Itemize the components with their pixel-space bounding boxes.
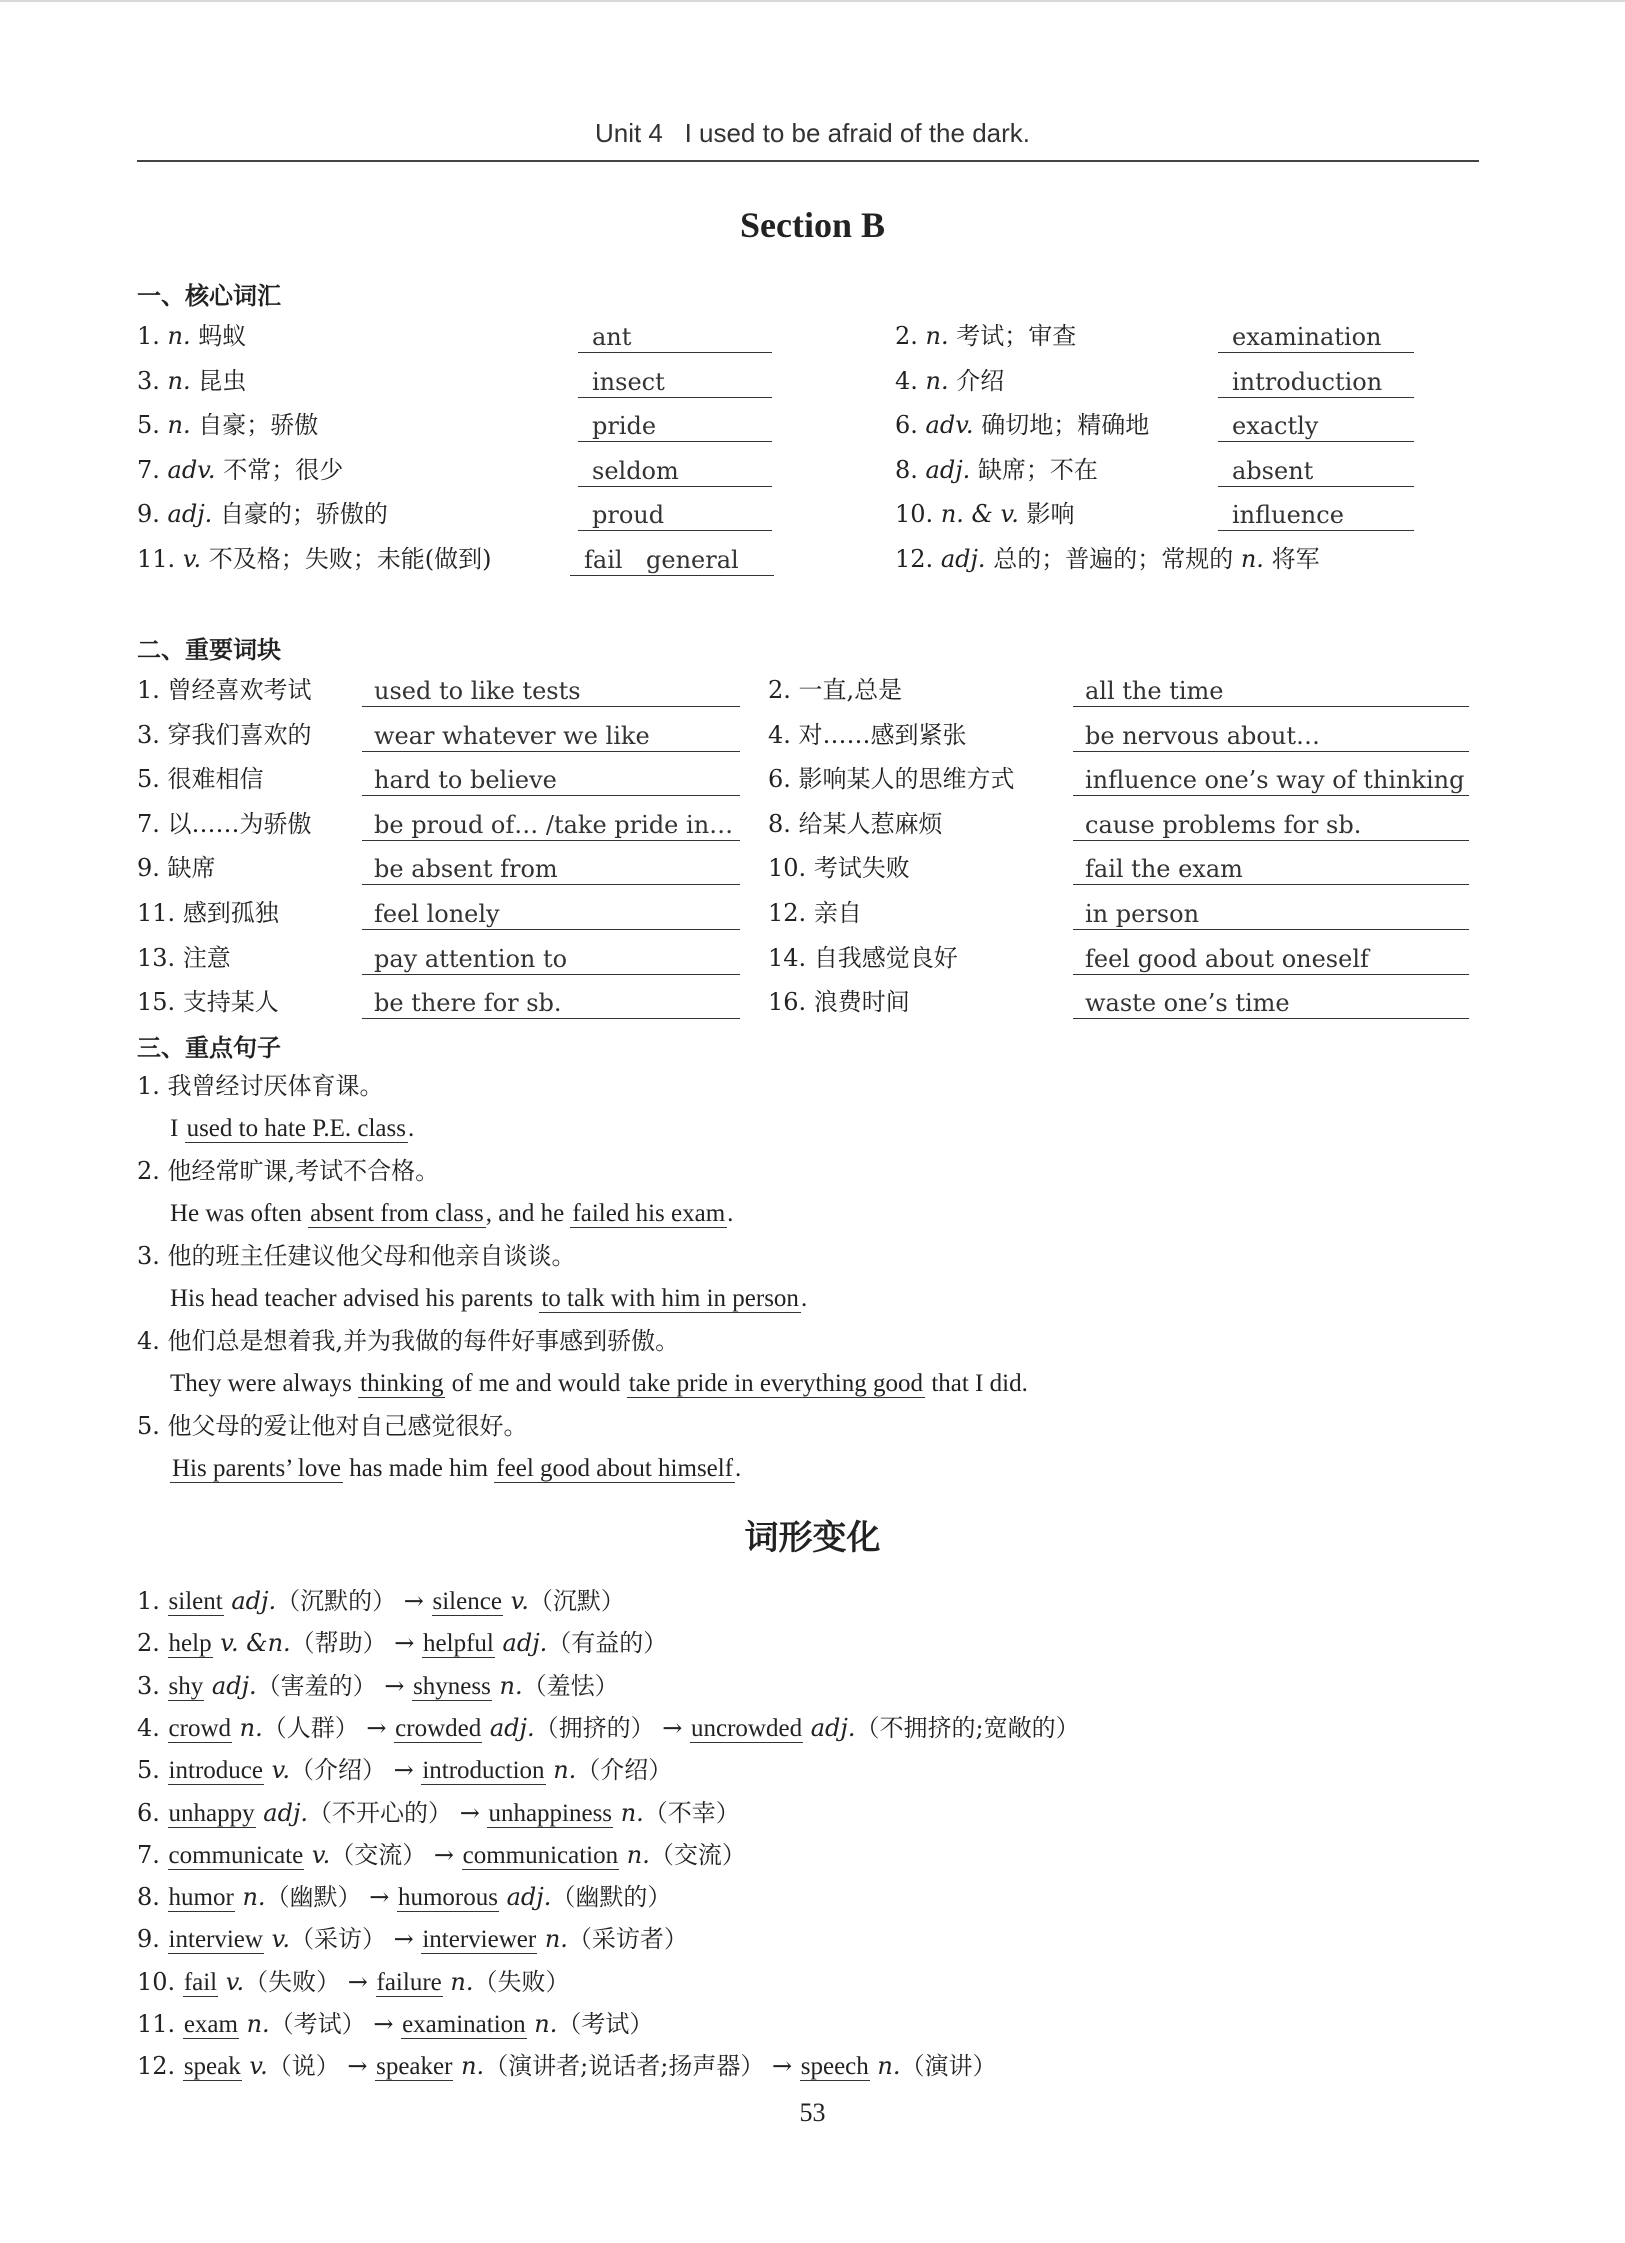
vocab-question: 8. adj. 缺席；不在 xyxy=(895,456,1098,484)
word-form-item: 4. crowd n.（人群） → crowded adj.（拥挤的） → uncrowded adj.（不拥挤的;宽敞的） xyxy=(137,1714,1080,1742)
vocab-answer: proud xyxy=(578,500,772,531)
word-form-base: speak xyxy=(183,2053,241,2080)
word-form-base: shy xyxy=(168,1673,204,1700)
word-form-derived: humorous xyxy=(397,1884,498,1911)
word-form-base: fail xyxy=(183,1969,218,1996)
phrase-question: 9. 缺席 xyxy=(137,854,216,882)
word-form-base: unhappy xyxy=(168,1800,255,1827)
sentence-3-cn: 3. 他的班主任建议他父母和他亲自谈谈。 xyxy=(137,1242,576,1270)
phrase-question: 7. 以……为骄傲 xyxy=(137,810,312,838)
sentence-5-answer-a: His parents’ love xyxy=(172,1455,341,1482)
word-form-base: crowd xyxy=(168,1715,232,1742)
sentence-4-answer-a: thinking xyxy=(360,1370,444,1397)
phrase-question: 14. 自我感觉良好 xyxy=(768,944,958,972)
phrase-answer: all the time xyxy=(1073,676,1469,707)
phrase-answer: cause problems for sb. xyxy=(1073,810,1469,841)
arrow-icon: → xyxy=(459,1799,480,1827)
word-form-base: humor xyxy=(168,1884,234,1911)
phrase-answer: be absent from xyxy=(362,854,740,885)
word-form-derived-2: speech xyxy=(800,2053,869,2080)
vocab-question: 2. n. 考试；审查 xyxy=(895,322,1077,350)
vocab-question: 5. n. 自豪；骄傲 xyxy=(137,411,319,439)
phrase-question: 5. 很难相信 xyxy=(137,765,264,793)
part2-heading: 二、重要词块 xyxy=(137,636,281,664)
word-form-base: exam xyxy=(183,2011,238,2038)
sentence-3-answer: to talk with him in person xyxy=(541,1285,799,1312)
word-form-item: 7. communicate v.（交流） → communication n.（交流） xyxy=(137,1841,746,1869)
vocab-answer: influence xyxy=(1218,500,1414,531)
vocab-answer: insect xyxy=(578,367,772,398)
arrow-icon: → xyxy=(433,1841,454,1869)
word-form-base: help xyxy=(168,1630,212,1657)
vocab-answer: general xyxy=(632,545,774,576)
word-form-base: interview xyxy=(168,1926,263,1953)
arrow-icon: → xyxy=(393,1925,414,1953)
top-edge-line xyxy=(0,0,1625,2)
vocab-answer: fail xyxy=(570,545,772,576)
unit-header xyxy=(0,118,1625,149)
arrow-icon: → xyxy=(373,2010,394,2038)
phrase-answer: used to like tests xyxy=(362,676,740,707)
vocab-question: 12. adj. 总的；普遍的；常规的 n. 将军 xyxy=(895,545,1320,573)
sentence-1-cn: 1. 我曾经讨厌体育课。 xyxy=(137,1072,384,1100)
word-form-derived: shyness xyxy=(413,1673,491,1700)
vocab-answer: ant xyxy=(578,322,772,353)
word-form-base: silent xyxy=(168,1588,223,1615)
word-form-derived: helpful xyxy=(423,1630,494,1657)
vocab-question: 11. v. 不及格；失败；未能(做到) xyxy=(137,545,492,573)
vocab-answer: pride xyxy=(578,411,772,442)
sentence-2-answer-a: absent from class xyxy=(310,1200,484,1227)
word-form-derived: silence xyxy=(432,1588,502,1615)
word-forms-title: 词形变化 xyxy=(744,1518,881,1558)
vocab-question: 1. n. 蚂蚁 xyxy=(137,322,247,350)
phrase-answer: waste one’s time xyxy=(1073,988,1469,1019)
arrow-icon: → xyxy=(366,1714,387,1742)
word-form-derived: communication xyxy=(462,1842,619,1869)
sentence-3-en: His head teacher advised his parents to talk with him in person. xyxy=(170,1285,808,1312)
sentence-1-en: I used to hate P.E. class. xyxy=(170,1115,415,1142)
unit-label: Unit 4 xyxy=(594,118,663,148)
sentence-4-cn: 4. 他们总是想着我,并为我做的每件好事感到骄傲。 xyxy=(137,1327,680,1355)
phrase-question: 4. 对……感到紧张 xyxy=(768,721,967,749)
arrow-icon: → xyxy=(347,2052,368,2080)
phrase-question: 2. 一直,总是 xyxy=(768,676,903,704)
word-form-item: 11. exam n.（考试） → examination n.（考试） xyxy=(137,2010,654,2038)
word-form-item: 9. interview v.（采访） → interviewer n.（采访者） xyxy=(137,1925,688,1953)
arrow-icon: → xyxy=(662,1714,683,1742)
sentence-4-answer-b: take pride in everything good xyxy=(628,1370,924,1397)
sentence-4-en: They were always thinking of me and would take pride in everything good that I did. xyxy=(170,1370,1028,1397)
word-form-item: 10. fail v.（失败） → failure n.（失败） xyxy=(137,1968,570,1996)
section-title: Section B xyxy=(739,205,885,245)
arrow-icon: → xyxy=(393,1756,414,1784)
word-form-base: communicate xyxy=(168,1842,304,1869)
vocab-answer: exactly xyxy=(1218,411,1414,442)
phrase-question: 1. 曾经喜欢考试 xyxy=(137,676,312,704)
phrase-answer: hard to believe xyxy=(362,765,740,796)
sentence-2-answer-b: failed his exam xyxy=(572,1200,726,1227)
phrase-answer: feel lonely xyxy=(362,899,740,930)
arrow-icon: → xyxy=(384,1672,405,1700)
word-form-item: 1. silent adj.（沉默的） → silence v.（沉默） xyxy=(137,1587,625,1615)
phrase-answer: pay attention to xyxy=(362,944,740,975)
word-form-item: 5. introduce v.（介绍） → introduction n.（介绍） xyxy=(137,1756,673,1784)
arrow-icon: → xyxy=(369,1883,390,1911)
sentence-2-cn: 2. 他经常旷课,考试不合格。 xyxy=(137,1157,440,1185)
header-divider xyxy=(137,160,1479,162)
word-form-base: introduce xyxy=(168,1757,263,1784)
phrase-question: 12. 亲自 xyxy=(768,899,862,927)
part1-heading: 一、核心词汇 xyxy=(137,282,281,310)
arrow-icon: → xyxy=(394,1629,415,1657)
sentence-2-en: He was often absent from class, and he failed his exam. xyxy=(170,1200,734,1227)
phrase-question: 13. 注意 xyxy=(137,944,231,972)
part3-heading: 三、重点句子 xyxy=(137,1034,281,1062)
word-form-item: 3. shy adj.（害羞的） → shyness n.（羞怯） xyxy=(137,1672,619,1700)
vocab-answer: absent xyxy=(1218,456,1414,487)
word-form-derived: interviewer xyxy=(422,1926,537,1953)
vocab-question: 4. n. 介绍 xyxy=(895,367,1005,395)
phrase-question: 3. 穿我们喜欢的 xyxy=(137,721,312,749)
phrase-answer: influence one’s way of thinking xyxy=(1073,765,1469,796)
phrase-question: 6. 影响某人的思维方式 xyxy=(768,765,1015,793)
phrase-answer: be nervous about… xyxy=(1073,721,1469,752)
phrase-answer: fail the exam xyxy=(1073,854,1469,885)
arrow-icon: → xyxy=(772,2052,793,2080)
vocab-answer: introduction xyxy=(1218,367,1414,398)
unit-title: I used to be afraid of the dark. xyxy=(684,118,1031,148)
word-form-item: 12. speak v.（说） → speaker n.（演讲者;说话者;扬声器） → speech n.（演讲） xyxy=(137,2052,997,2080)
phrase-question: 16. 浪费时间 xyxy=(768,988,910,1016)
sentence-5-en: His parents’ love has made him feel good about himself. xyxy=(172,1455,742,1482)
vocab-question: 3. n. 昆虫 xyxy=(137,367,247,395)
phrase-question: 11. 感到孤独 xyxy=(137,899,279,927)
word-form-derived: speaker xyxy=(376,2053,453,2080)
word-form-item: 2. help v. &n.（帮助） → helpful adj.（有益的） xyxy=(137,1629,668,1657)
phrase-question: 15. 支持某人 xyxy=(137,988,279,1016)
vocab-question: 7. adv. 不常；很少 xyxy=(137,456,344,484)
vocab-answer: seldom xyxy=(578,456,772,487)
phrase-answer: wear whatever we like xyxy=(362,721,740,752)
phrase-question: 8. 给某人惹麻烦 xyxy=(768,810,943,838)
vocab-question: 9. adj. 自豪的；骄傲的 xyxy=(137,500,388,528)
word-form-derived-2: uncrowded xyxy=(691,1715,803,1742)
sentence-5-answer-b: feel good about himself xyxy=(496,1455,734,1482)
phrase-answer: feel good about oneself xyxy=(1073,944,1469,975)
phrase-answer: be proud of… /take pride in… xyxy=(362,810,740,841)
word-form-derived: introduction xyxy=(422,1757,545,1784)
phrase-question: 10. 考试失败 xyxy=(768,854,910,882)
page-number: 53 xyxy=(799,2098,826,2127)
vocab-question: 6. adv. 确切地；精确地 xyxy=(895,411,1150,439)
phrase-answer: in person xyxy=(1073,899,1469,930)
sentence-5-cn: 5. 他父母的爱让他对自己感觉很好。 xyxy=(137,1412,528,1440)
word-form-derived: crowded xyxy=(395,1715,482,1742)
word-form-item: 8. humor n.（幽默） → humorous adj.（幽默的） xyxy=(137,1883,672,1911)
word-form-derived: failure xyxy=(376,1969,442,1996)
vocab-question: 10. n. & v. 影响 xyxy=(895,500,1075,528)
word-form-derived: examination xyxy=(402,2011,526,2038)
phrase-answer: be there for sb. xyxy=(362,988,740,1019)
vocab-answer: examination xyxy=(1218,322,1414,353)
word-form-item: 6. unhappy adj.（不开心的） → unhappiness n.（不幸） xyxy=(137,1799,740,1827)
sentence-1-answer: used to hate P.E. class xyxy=(186,1115,406,1142)
arrow-icon: → xyxy=(347,1968,368,1996)
arrow-icon: → xyxy=(403,1587,424,1615)
word-form-derived: unhappiness xyxy=(488,1800,613,1827)
